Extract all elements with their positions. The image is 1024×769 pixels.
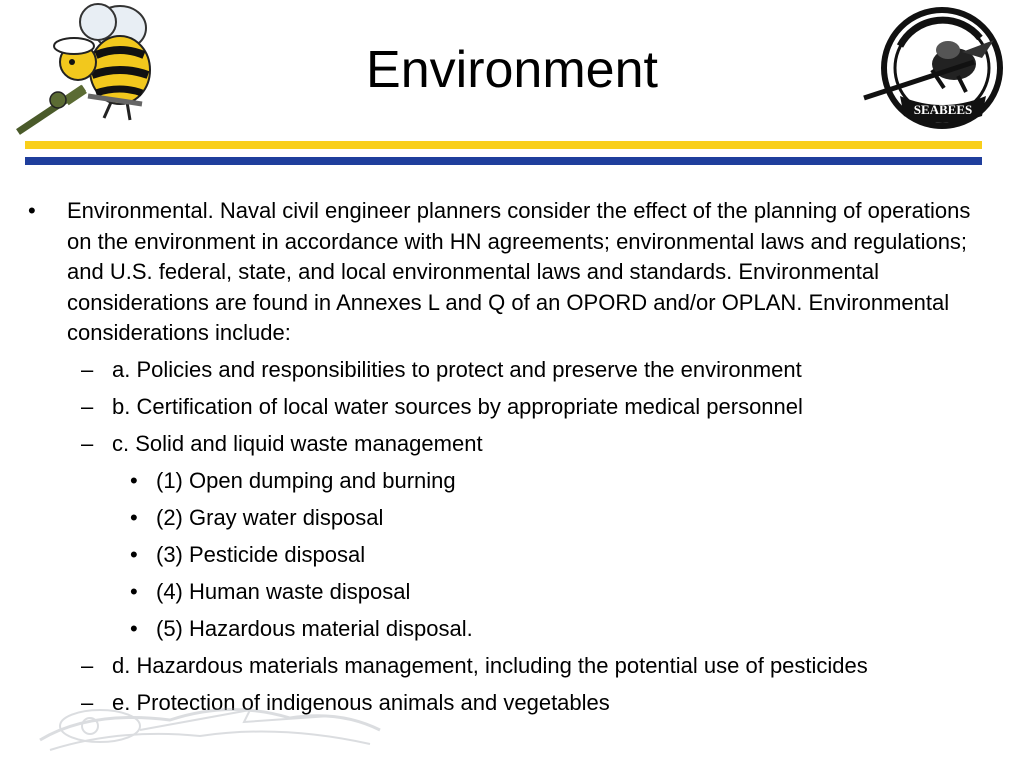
sub-bullet-icon: • <box>130 467 138 493</box>
sub-bullet-text: (4) Human waste disposal <box>156 578 411 604</box>
slide-body <box>28 196 998 725</box>
dash-icon: – <box>81 689 94 715</box>
dash-item-text: e. Protection of indigenous animals and vegetables <box>112 689 610 715</box>
sub-bullet-text: (2) Gray water disposal <box>156 504 384 530</box>
sub-bullet-text: (3) Pesticide disposal <box>156 541 366 567</box>
sub-bullet-item-5 <box>28 614 998 645</box>
dash-item-d <box>28 651 998 682</box>
seabees-emblem-icon <box>862 6 1020 134</box>
sub-bullet-text: (5) Hazardous material disposal. <box>156 615 473 641</box>
sub-bullet-item-4 <box>28 577 998 608</box>
dash-item-a <box>28 355 998 386</box>
seabees-watermark-icon <box>30 680 390 764</box>
bullet-item <box>28 196 998 349</box>
bullet-icon: • <box>28 198 36 223</box>
dash-item-text: d. Hazardous materials management, including the potential use of pesticides <box>112 652 868 678</box>
dash-item-text: c. Solid and liquid waste management <box>112 430 483 456</box>
blue-divider-bar <box>25 157 982 165</box>
sub-bullet-icon: • <box>130 541 138 567</box>
dash-icon: – <box>81 652 94 678</box>
sub-bullet-item-3 <box>28 540 998 571</box>
bullet-text: Environmental. Naval civil engineer planners consider the effect of the planning of operations on the environment in accordance with HN agreements; environmental laws and regulations; and U.S. federal, state, and local environmental laws and standards. Environmental considerations are found in Annexes L and Q of an OPORD and/or OPLAN. Environmental considerations include: <box>67 198 971 345</box>
sub-bullet-item-1 <box>28 466 998 497</box>
dash-item-b <box>28 392 998 423</box>
dash-item-text: b. Certification of local water sources by appropriate medical personnel <box>112 393 803 419</box>
sub-bullet-text: (1) Open dumping and burning <box>156 467 456 493</box>
sub-bullet-icon: • <box>130 615 138 641</box>
dash-item-c <box>28 429 998 460</box>
dash-item-text: a. Policies and responsibilities to protect and preserve the environment <box>112 356 802 382</box>
slide-title: Environment <box>366 41 658 99</box>
dash-icon: – <box>81 430 94 456</box>
emblem-label: SEABEES <box>913 102 973 117</box>
sub-bullet-icon: • <box>130 578 138 604</box>
gold-divider-bar <box>25 141 982 149</box>
dash-icon: – <box>81 356 94 382</box>
dash-icon: – <box>81 393 94 419</box>
sub-bullet-icon: • <box>130 504 138 530</box>
sub-bullet-item-2 <box>28 503 998 534</box>
